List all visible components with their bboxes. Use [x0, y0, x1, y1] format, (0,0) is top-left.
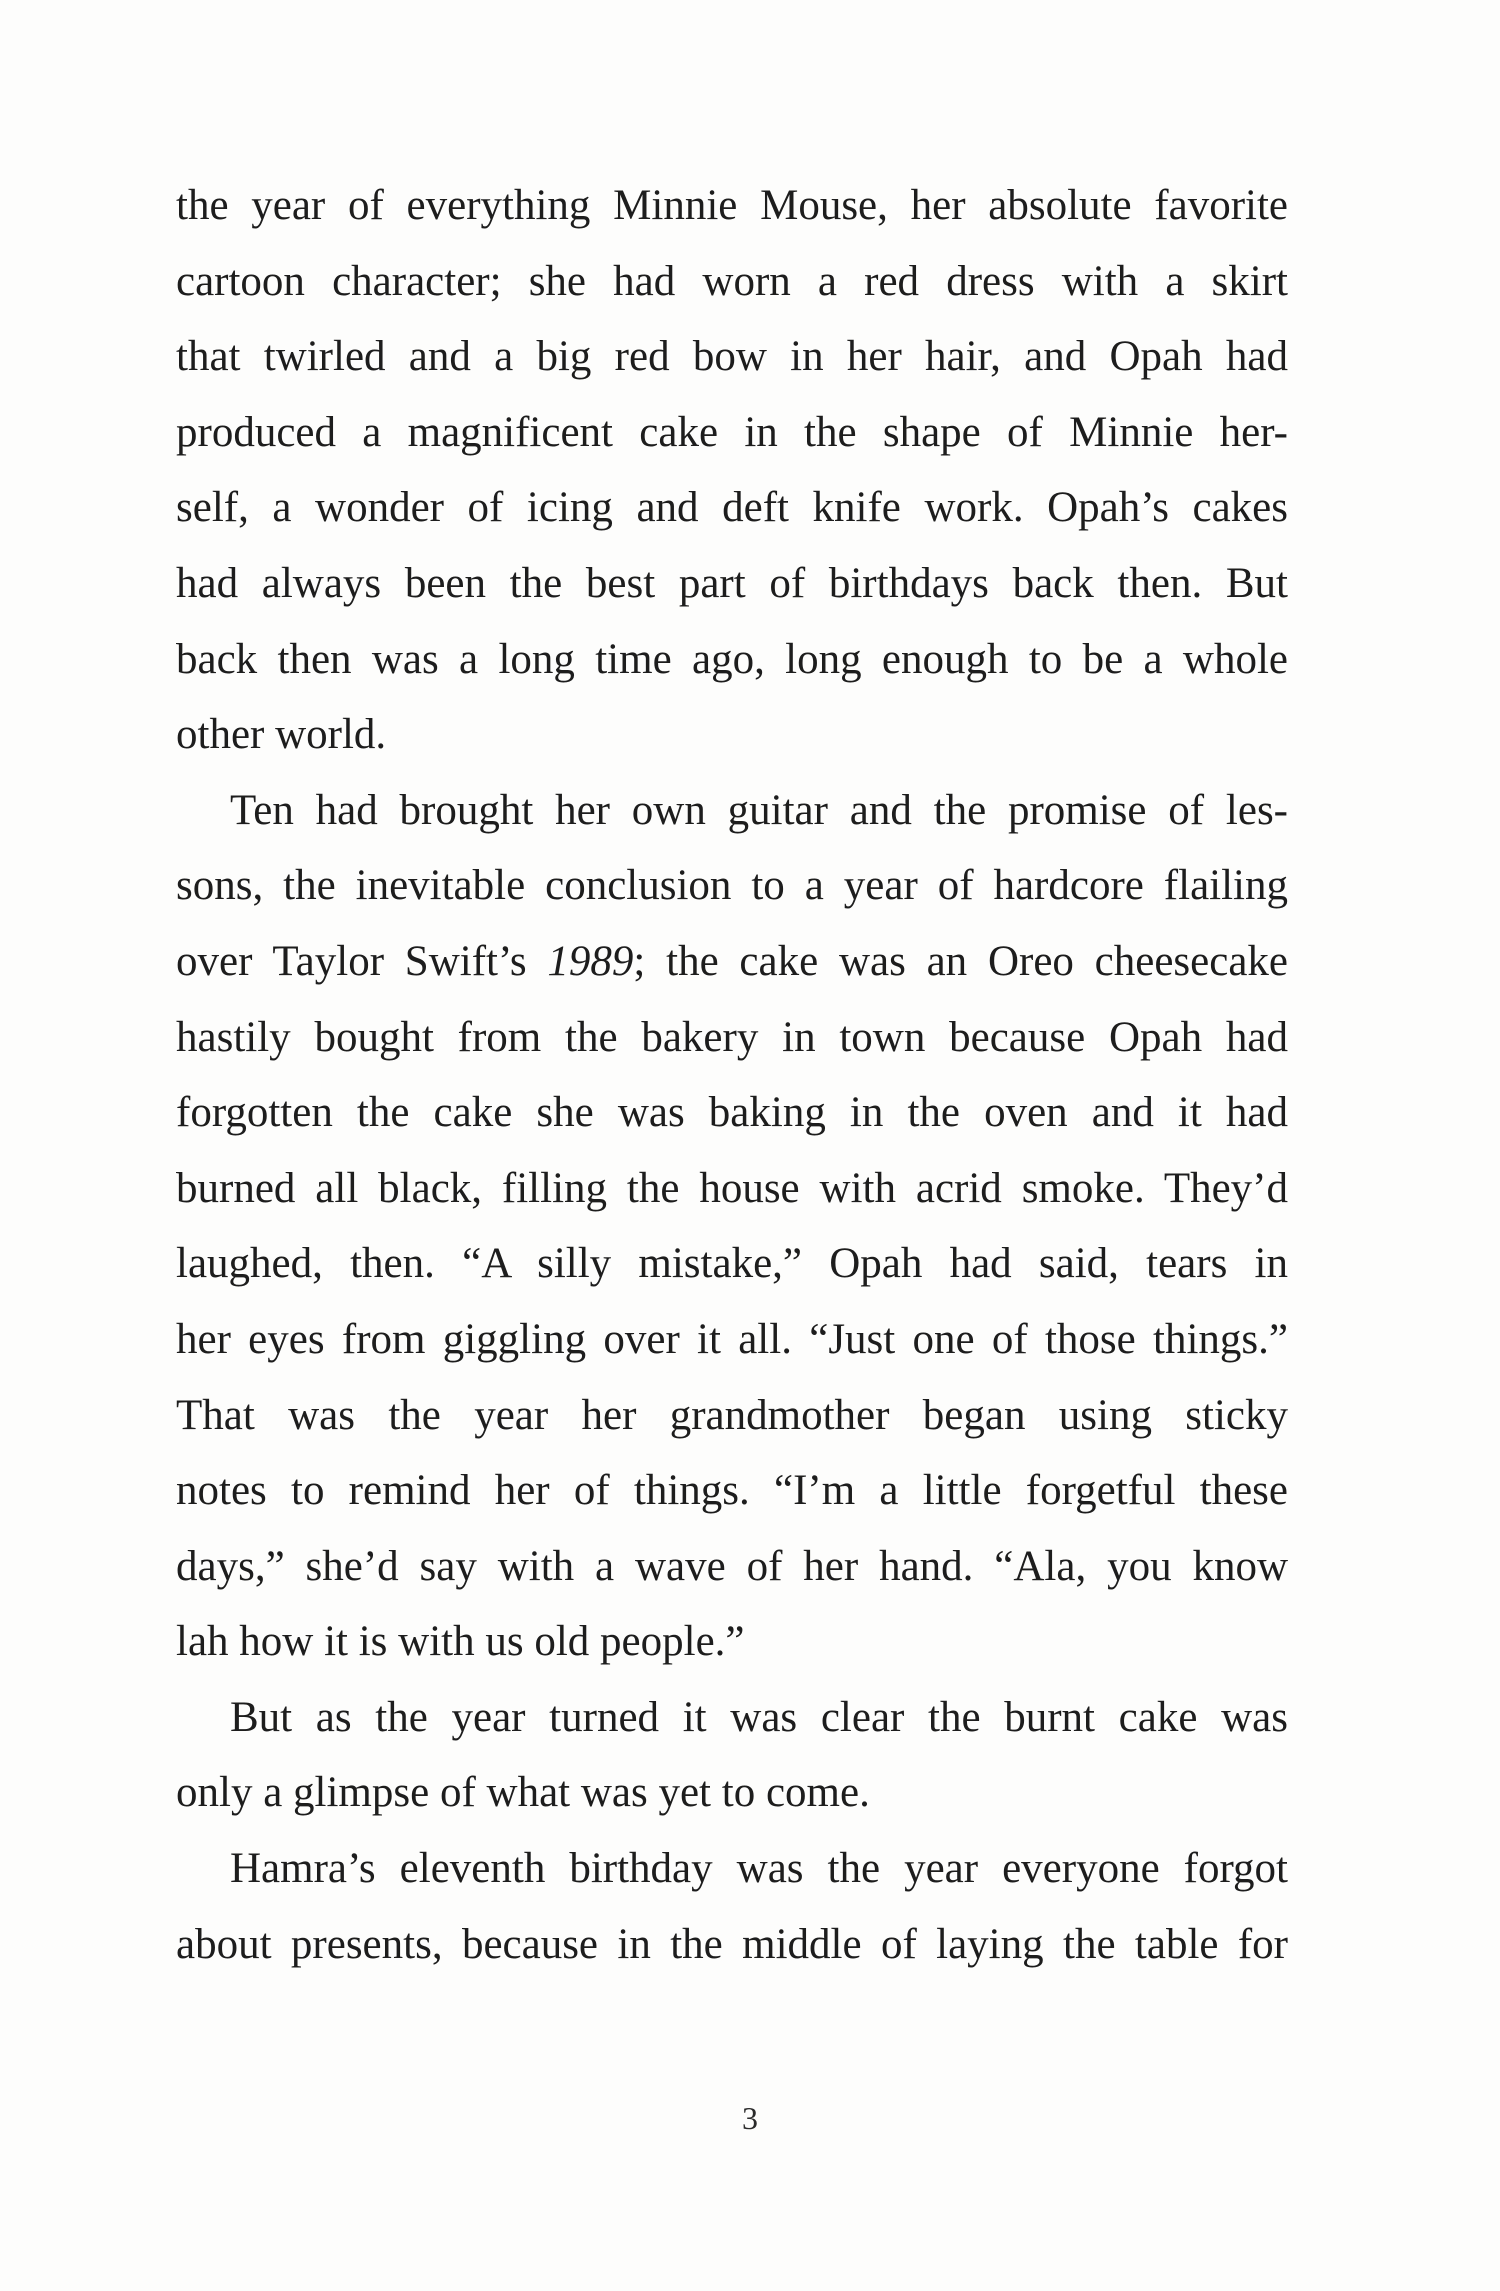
text-line: cartoon character; she had worn a red dress with a skirt [176, 257, 1288, 305]
text-line: Hamra’s eleventh birthday was the year everyone forgot [230, 1845, 1288, 1893]
text-line: that twirled and a big red bow in her hair, and Opah had [176, 333, 1288, 381]
text-line: about presents, because in the middle of laying the table for [176, 1920, 1288, 1968]
text-line: produced a magnificent cake in the shape of Minnie her- [176, 408, 1288, 456]
text-line: had always been the best part of birthdays back then. But [176, 559, 1288, 607]
text-line: That was the year her grandmother began using sticky [176, 1391, 1288, 1439]
text-line: her eyes from giggling over it all. “Just one of those things.” [176, 1315, 1288, 1363]
text-line: notes to remind her of things. “I’m a little forgetful these [176, 1467, 1288, 1515]
text-line: sons, the inevitable conclusion to a year of hardcore flailing [176, 862, 1288, 910]
italic-title: 1989 [547, 937, 634, 985]
text-line: other world. [176, 711, 387, 759]
text-line [176, 924, 1288, 1000]
text-line: only a glimpse of what was yet to come. [176, 1769, 870, 1817]
text-line: forgotten the cake she was baking in the oven and it had [176, 1089, 1288, 1137]
text-line: burned all black, filling the house with acrid smoke. They’d [176, 1164, 1288, 1212]
text-line: days,” she’d say with a wave of her hand. “Ala, you know [176, 1542, 1288, 1590]
text-line: Ten had brought her own guitar and the promise of les- [230, 786, 1288, 834]
text-segment: over Taylor Swift’s [176, 937, 548, 985]
text-line: hastily bought from the bakery in town because Opah had [176, 1013, 1288, 1061]
text-segment: ; the cake was an Oreo cheesecake [633, 937, 1289, 985]
body-text [176, 168, 1288, 1982]
text-line: But as the year turned it was clear the burnt cake was [230, 1693, 1288, 1741]
text-line: lah how it is with us old people.” [176, 1618, 745, 1666]
text-line: laughed, then. “A silly mistake,” Opah had said, tears in [176, 1240, 1288, 1288]
text-line: self, a wonder of icing and deft knife work. Opah’s cakes [176, 484, 1288, 532]
page-number: 3 [742, 2100, 758, 2136]
text-line: back then was a long time ago, long enough to be a whole [176, 635, 1288, 683]
text-line: the year of everything Minnie Mouse, her absolute favorite [176, 182, 1288, 229]
